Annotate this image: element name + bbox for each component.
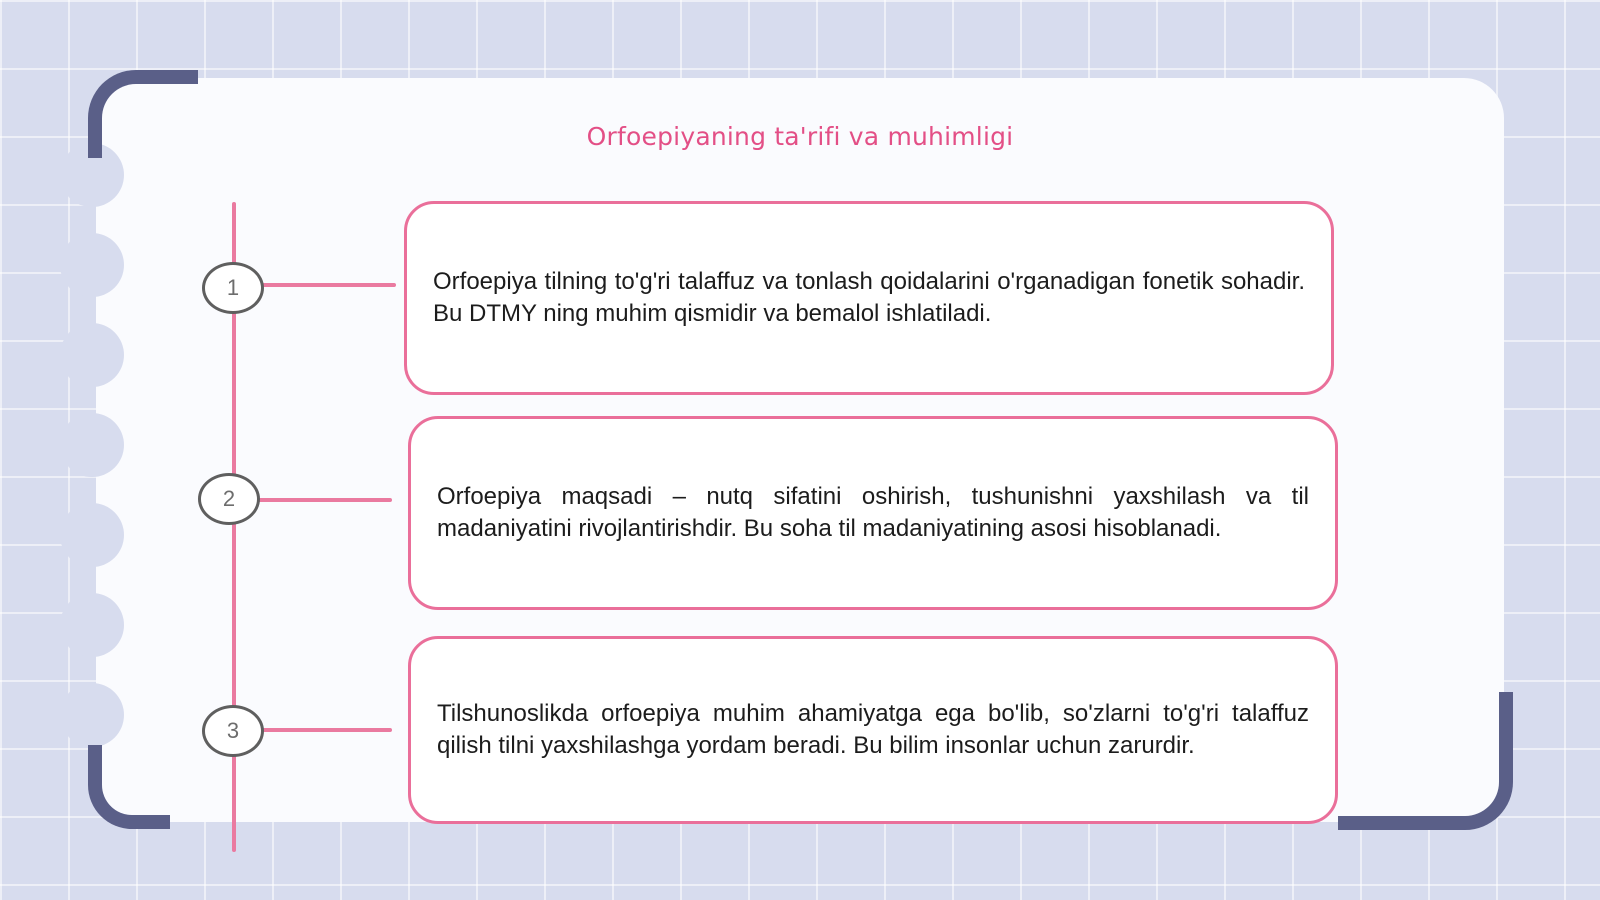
corner-bracket-bottom-left	[88, 745, 170, 829]
info-text-3: Tilshunoslikda orfoepiya muhim ahamiyatga ega bo'lib, so'zlarni to'g'ri talaffuz qilish tilni yaxshilashga yordam beradi. Bu bilim insonlar uchun zarurdir.	[437, 700, 1309, 759]
page-scallop	[60, 593, 124, 657]
step-marker-2: 2	[198, 473, 260, 525]
info-box-3	[408, 636, 1338, 824]
page-scallop	[60, 683, 124, 747]
timeline-connector	[262, 283, 396, 287]
corner-bracket-bottom-right	[1338, 692, 1513, 830]
page-scallop	[60, 233, 124, 297]
timeline-connector	[258, 498, 392, 502]
info-box-1	[404, 201, 1334, 395]
page-scallop	[60, 503, 124, 567]
info-text-1: Orfoepiya tilning to'g'ri talaffuz va tonlash qoidalarini o'rganadigan fonetik sohadir. Bu DTMY ning muhim qismidir va bemalol ishlatiladi.	[433, 268, 1305, 327]
step-marker-3: 3	[202, 705, 264, 757]
timeline-connector	[262, 728, 392, 732]
step-marker-1: 1	[202, 262, 264, 314]
info-text-2: Orfoepiya maqsadi – nutq sifatini oshirish, tushunishni yaxshilash va til madaniyatini rivojlantirishdir. Bu soha til madaniyatining asosi hisoblanadi.	[437, 483, 1309, 542]
page-scallop	[60, 413, 124, 477]
info-box-2	[408, 416, 1338, 610]
slide-title: Orfoepiyaning ta'rifi va muhimligi	[586, 122, 1014, 151]
page-scallop	[60, 323, 124, 387]
